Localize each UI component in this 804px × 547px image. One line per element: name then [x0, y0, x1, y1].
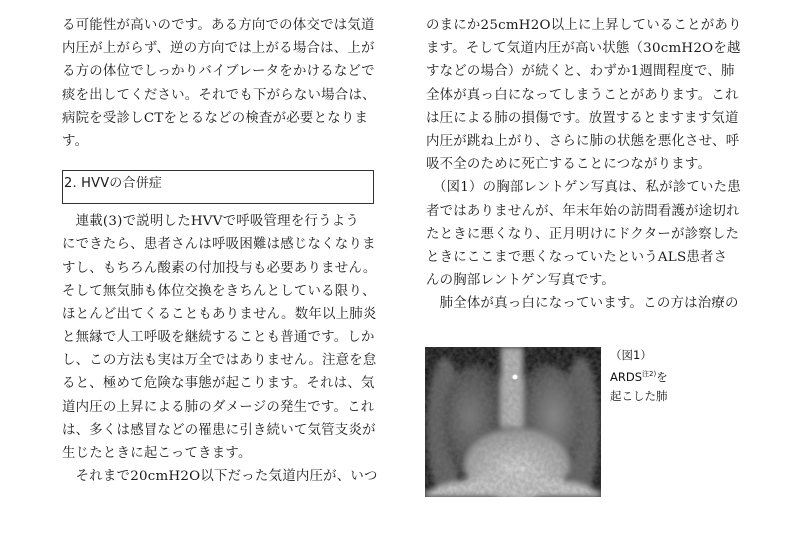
text-line: ます。そして気道内圧が高い状態（30cmH2Oを越: [426, 41, 741, 57]
text-line: は、多くは感冒などの罹患に引き続いて気管支炎が: [62, 422, 376, 438]
text-line: と無縁で人工呼吸を継続することも普通です。しか: [62, 330, 375, 346]
text-line: んの胸部レントゲン写真です。: [426, 273, 616, 289]
left-body-text: [62, 210, 378, 488]
figure-caption: [610, 346, 668, 406]
text-line: そして無気肺も体位交換をきちんとしている限り、: [62, 283, 376, 299]
text-line: し、この方法も実は万全ではありません。注意を怠: [62, 353, 377, 369]
section-title: 2. HVVの合併症: [64, 176, 163, 192]
text-line: 道内圧の上昇による肺のダメージの発生です。これ: [62, 399, 375, 415]
text-line: たときに悪くなり、正月明けにドクターが診察した: [426, 226, 740, 242]
right-body-text: [426, 14, 742, 315]
text-line: る可能性が高いのです。ある方向での体交では気道: [62, 18, 375, 33]
chest-xray-image: [425, 347, 601, 497]
text-line: る方の体位でしっかりバイブレータをかけるなどで: [62, 64, 375, 80]
text-line: は圧による肺の損傷です。放置するとますます気道: [426, 110, 739, 126]
text-line: 者ではありませんが、年末年始の訪問看護が途切れ: [426, 203, 740, 219]
text-line: ときにここまで悪くなっていたというALS患者さ: [426, 249, 728, 265]
figure-xray: [425, 347, 601, 497]
left-top-paragraph: [62, 14, 374, 153]
text-line: す。: [62, 133, 89, 149]
text-line: （図1）の胸部レントゲン写真は、私が診ていた患: [426, 180, 741, 196]
text-line: 肺全体が真っ白になっています。この方は治療の: [426, 296, 739, 312]
text-line: ると、極めて危険な事態が起こります。それは、気: [62, 376, 375, 392]
text-line: 病院を受診しCTをとるなどの検査が必要となりま: [62, 110, 369, 126]
text-line: 生じたときに起こってきます。: [62, 446, 252, 461]
text-line: ほとんど出てくることもありません。数年以上肺炎: [62, 306, 377, 322]
text-line: 連載(3)で説明したHVVで呼吸管理を行うよう: [62, 214, 360, 230]
text-line: のまにか25cmH2O以上に上昇していることがあり: [426, 18, 742, 33]
left-column: [62, 14, 378, 488]
text-line: すなどの場合）が続くと、わずか1週間程度で、肺: [426, 64, 735, 80]
text-line: 内圧が上がらず、逆の方向では上がる場合は、上が: [62, 41, 375, 57]
caption-line1: ARDS$^{注2)}$を: [610, 370, 668, 384]
text-line: 内圧が跳ね上がり、さらに肺の状態を悪化させ、呼: [426, 133, 740, 149]
caption-line2: 起こした肺: [610, 389, 668, 403]
text-line: 吸不全のために死亡することにつながります。: [426, 157, 712, 173]
text-line: すし、もちろん酸素の付加投与も必要ありません。: [62, 260, 377, 276]
caption-title: （図1）: [610, 348, 652, 362]
text-line: 全体が真っ白になってしまうことがあります。これ: [426, 87, 739, 103]
text-line: にできたら、患者さんは呼吸困難は感じなくなりま: [62, 237, 376, 253]
section-heading-box: [62, 170, 374, 204]
text-line: それまで20cmH2O以下だった気道内圧が、いつ: [62, 469, 378, 485]
text-line: 痰を出してください。それでも下がらない場合は、: [62, 87, 376, 103]
right-column: [426, 14, 742, 315]
